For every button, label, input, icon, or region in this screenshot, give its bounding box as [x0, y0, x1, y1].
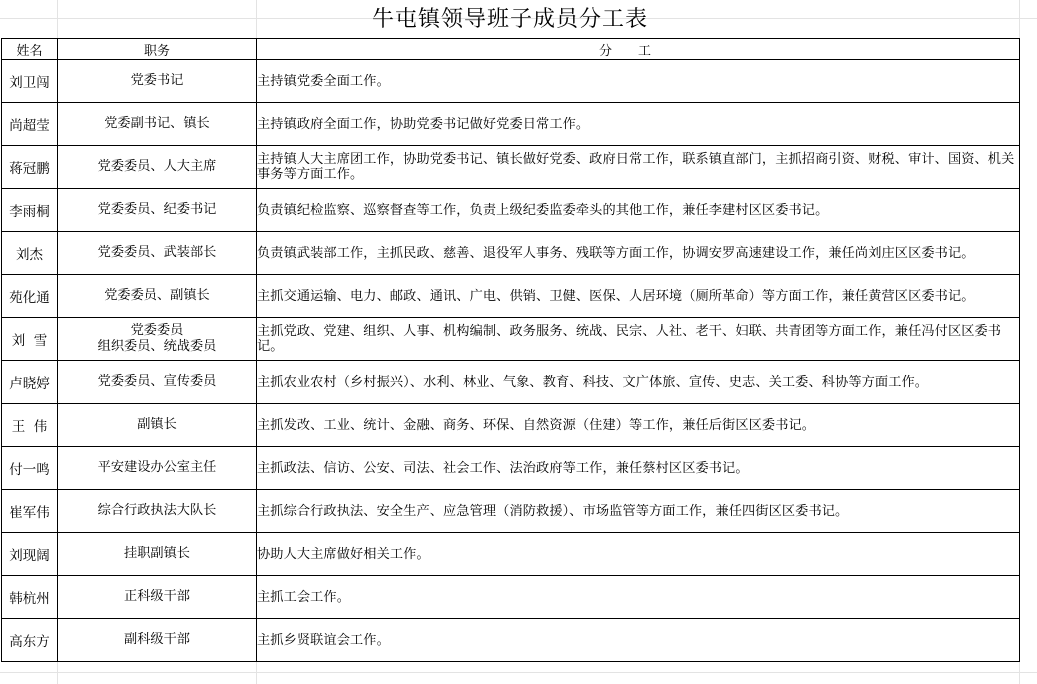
position-line: 党委书记 — [130, 73, 184, 88]
position-line: 党委委员、副镇长 — [104, 288, 210, 303]
position-line: 挂职副镇长 — [124, 546, 190, 561]
position-line: 平安建设办公室主任 — [97, 460, 217, 475]
header-duty-label: 分工 — [598, 43, 677, 59]
table-row — [2, 619, 1020, 662]
gridline — [0, 672, 1037, 673]
position-line: 正科级干部 — [124, 589, 190, 604]
member-duty: 主抓交通运输、电力、邮政、通讯、广电、供销、卫健、医保、人居环境（厕所革命）等方面工作，兼任黄营区区委书记。 — [257, 275, 1020, 318]
member-name: 蒋冠鹏 — [2, 146, 58, 189]
member-duty: 主抓综合行政执法、安全生产、应急管理（消防救援）、市场监管等方面工作，兼任四街区区委书记。 — [257, 490, 1020, 533]
table-row — [2, 146, 1020, 189]
member-name: 崔军伟 — [2, 490, 58, 533]
member-duty: 主抓乡贤联谊会工作。 — [257, 619, 1020, 662]
table-row — [2, 60, 1020, 103]
table-row — [2, 232, 1020, 275]
member-name: 刘卫闯 — [2, 60, 58, 103]
member-position — [58, 490, 257, 533]
member-duty: 负责镇纪检监察、巡察督查等工作，负责上级纪委监委牵头的其他工作，兼任李建村区区委书记。 — [257, 189, 1020, 232]
member-name: 刘 雪 — [2, 318, 58, 361]
header-duty — [257, 39, 1020, 60]
member-name: 尚超莹 — [2, 103, 58, 146]
member-duty: 负责镇武装部工作，主抓民政、慈善、退役军人事务、残联等方面工作，协调安罗高速建设工作，兼任尚刘庄区区委书记。 — [257, 232, 1020, 275]
member-name: 刘杰 — [2, 232, 58, 275]
header-name: 姓名 — [2, 39, 58, 60]
member-duty: 主抓政法、信访、公安、司法、社会工作、法治政府等工作，兼任蔡村区区委书记。 — [257, 447, 1020, 490]
member-duty: 主持镇人大主席团工作，协助党委书记、镇长做好党委、政府日常工作，联系镇直部门，主抓招商引资、财税、审计、国资、机关事务等方面工作。 — [257, 146, 1020, 189]
position-line: 党委副书记、镇长 — [104, 116, 210, 131]
position-line: 党委委员、宣传委员 — [97, 374, 217, 389]
position-line: 副科级干部 — [124, 632, 190, 647]
member-position — [58, 447, 257, 490]
member-name: 王 伟 — [2, 404, 58, 447]
member-duty: 主抓农业农村（乡村振兴）、水利、林业、气象、教育、科技、文广体旅、宣传、史志、关工委、科协等方面工作。 — [257, 361, 1020, 404]
member-position — [58, 318, 257, 361]
member-duty: 协助人大主席做好相关工作。 — [257, 533, 1020, 576]
position-line: 党委委员、纪委书记 — [97, 202, 217, 217]
member-duty: 主抓工会工作。 — [257, 576, 1020, 619]
table-row — [2, 189, 1020, 232]
position-line: 组织委员、统战委员 — [97, 339, 217, 354]
table-row — [2, 533, 1020, 576]
member-duty: 主持镇政府全面工作，协助党委书记做好党委日常工作。 — [257, 103, 1020, 146]
member-position — [58, 576, 257, 619]
member-duty: 主抓党政、党建、组织、人事、机构编制、政务服务、统战、民宗、人社、老干、妇联、共青团等方面工作，兼任冯付区区委书记。 — [257, 318, 1020, 361]
header-row — [2, 39, 1020, 60]
member-position — [58, 60, 257, 103]
table-row — [2, 275, 1020, 318]
table-row — [2, 490, 1020, 533]
member-name: 苑化通 — [2, 275, 58, 318]
member-name: 卢晓婷 — [2, 361, 58, 404]
table-row — [2, 576, 1020, 619]
table-row — [2, 404, 1020, 447]
member-position — [58, 533, 257, 576]
roster-body — [2, 60, 1020, 662]
member-position — [58, 232, 257, 275]
position-line: 副镇长 — [137, 417, 177, 432]
table-row — [2, 318, 1020, 361]
roster-table — [1, 38, 1020, 662]
table-row — [2, 447, 1020, 490]
member-name: 高东方 — [2, 619, 58, 662]
member-name: 刘现阔 — [2, 533, 58, 576]
member-duty: 主抓发改、工业、统计、金融、商务、环保、自然资源（住建）等工作，兼任后街区区委书记。 — [257, 404, 1020, 447]
member-duty: 主持镇党委全面工作。 — [257, 60, 1020, 103]
member-position — [58, 619, 257, 662]
member-position — [58, 275, 257, 318]
member-position — [58, 189, 257, 232]
position-line: 党委委员 — [130, 323, 184, 338]
header-position: 职务 — [58, 39, 257, 60]
table-row — [2, 103, 1020, 146]
member-position — [58, 103, 257, 146]
member-position — [58, 361, 257, 404]
member-name: 韩杭州 — [2, 576, 58, 619]
position-line: 党委委员、人大主席 — [97, 159, 217, 174]
page-title: 牛屯镇领导班子成员分工表 — [371, 7, 648, 32]
member-position — [58, 146, 257, 189]
position-line: 党委委员、武装部长 — [97, 245, 217, 260]
member-name: 付一鸣 — [2, 447, 58, 490]
table-row — [2, 361, 1020, 404]
member-name: 李雨桐 — [2, 189, 58, 232]
position-line: 综合行政执法大队长 — [97, 503, 217, 518]
member-position — [58, 404, 257, 447]
